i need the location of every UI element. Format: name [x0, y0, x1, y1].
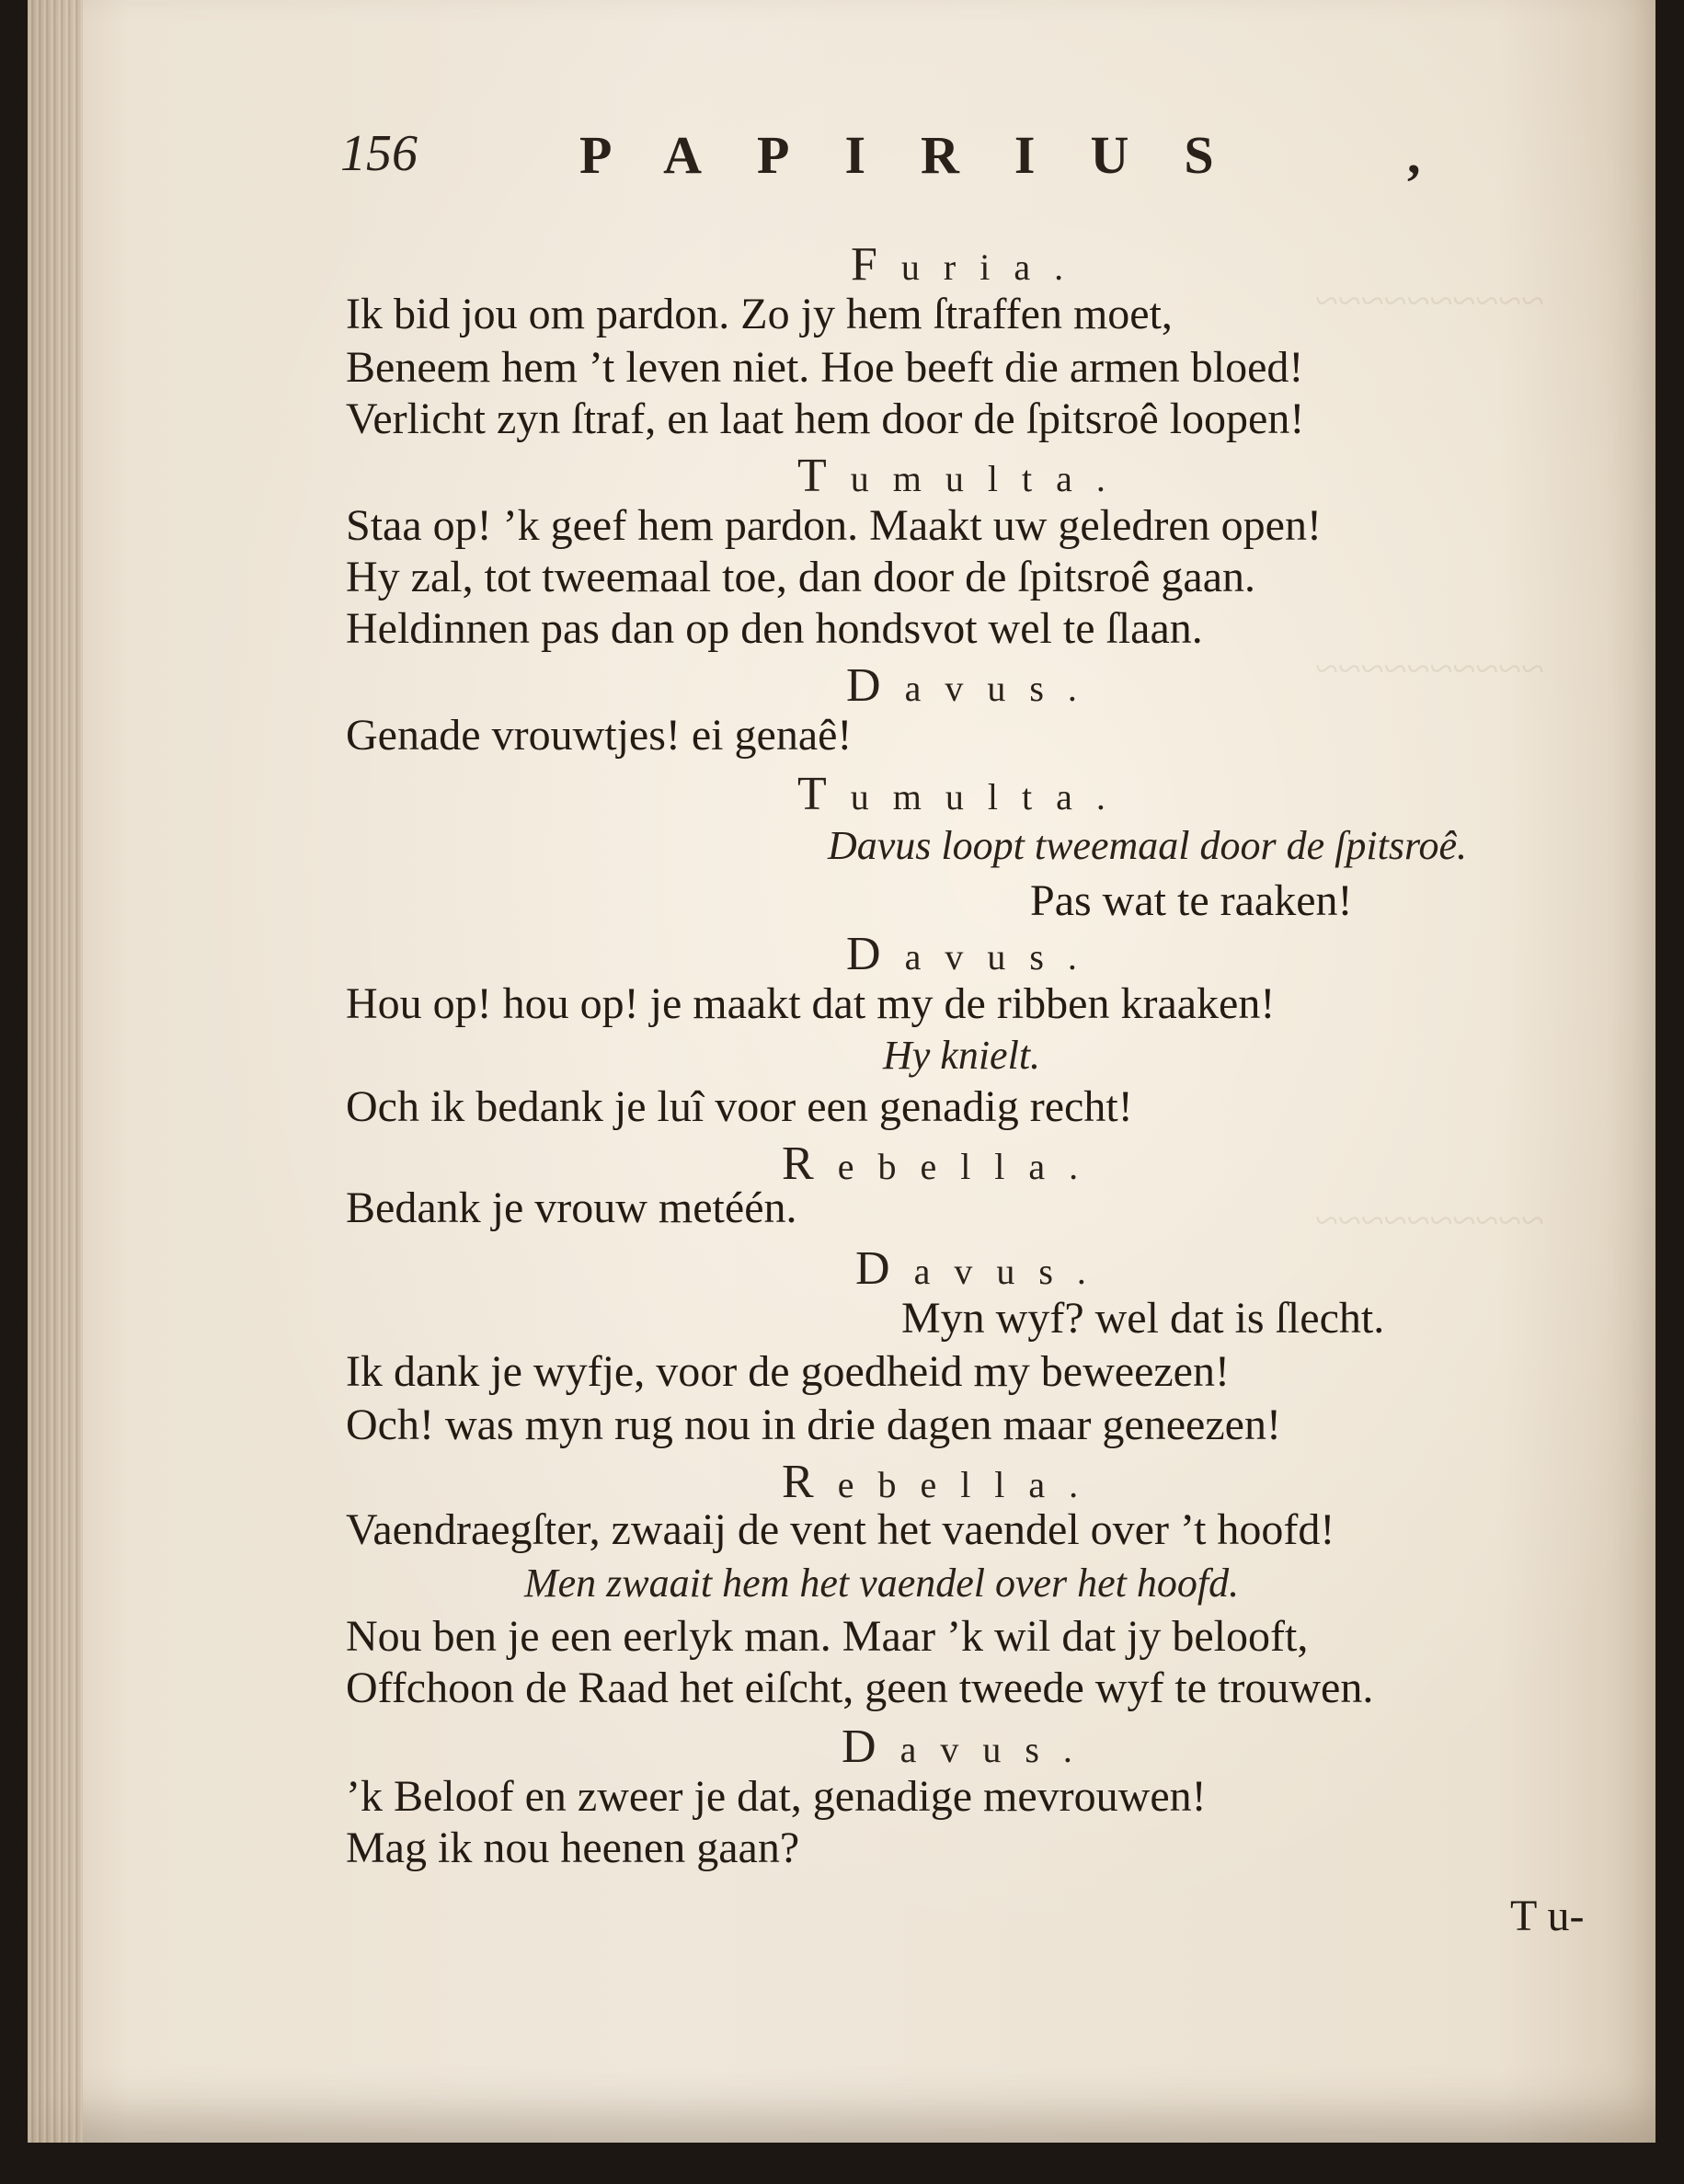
catchword: T u- — [1510, 1892, 1585, 1940]
verse-line: Genade vrouwtjes! ei genaê! — [346, 711, 853, 760]
speaker-heading: Furia. — [851, 238, 1088, 291]
scan-background-strip — [0, 2143, 1684, 2184]
verse-line: Hou op! hou op! je maakt dat my de ribben kraaken! — [346, 979, 1276, 1028]
speaker-heading: Tumulta. — [797, 450, 1129, 502]
verse-line: Verlicht zyn ſtraf, en laat hem door de ſpitsroê loopen! — [346, 394, 1305, 443]
verse-line: Pas wat te raaken! — [1030, 876, 1353, 925]
show-through-ghost: ~~~~~~~~~~ — [1315, 645, 1544, 692]
verse-line: Myn wyf? wel dat is ſlecht. — [901, 1294, 1385, 1343]
speaker-heading: Davus. — [842, 1721, 1096, 1773]
verse-line: Hy zal, tot tweemaal toe, dan door de ſpitsroê gaan. — [346, 553, 1255, 601]
verse-line: Beneem hem ’t leven niet. Hoe beeft die armen bloed! — [346, 343, 1304, 392]
running-title-punctuation: , — [1407, 125, 1421, 185]
verse-line: Nou ben je een eerlyk man. Maar ’k wil dat jy belooft, — [346, 1612, 1309, 1661]
verse-line: Ik dank je wyfje, voor de goedheid my beweezen! — [346, 1347, 1230, 1396]
book-page — [28, 0, 1655, 2143]
verse-line: Mag ik nou heenen gaan? — [346, 1824, 800, 1872]
stage-direction: Men zwaait hem het vaendel over het hoofd. — [524, 1561, 1240, 1606]
verse-line: ’k Beloof en zweer je dat, genadige mevrouwen! — [346, 1772, 1207, 1821]
speaker-heading: Rebella. — [782, 1138, 1103, 1190]
page-number: 156 — [340, 125, 418, 182]
verse-line: Ik bid jou om pardon. Zo jy hem ſtraffen moet, — [346, 290, 1173, 338]
verse-line: Och! was myn rug nou in drie dagen maar geneezen! — [346, 1401, 1281, 1449]
stage-direction: Hy knielt. — [883, 1033, 1041, 1078]
running-title: PAPIRIUS — [579, 125, 1269, 185]
verse-line: Vaendraegſter, zwaaij de vent het vaendel over ’t hoofd! — [346, 1505, 1335, 1554]
verse-line: Bedank je vrouw metéén. — [346, 1183, 797, 1232]
show-through-ghost: ~~~~~~~~~~ — [1315, 1196, 1544, 1243]
stacked-page-edges — [28, 0, 83, 2143]
speaker-heading: Davus. — [846, 928, 1101, 980]
speaker-heading: Davus. — [855, 1242, 1110, 1295]
show-through-ghost: ~~~~~~~~~~ — [1315, 277, 1544, 324]
speaker-heading: Davus. — [846, 659, 1101, 712]
stage-direction: Davus loopt tweemaal door de ſpitsroê. — [828, 823, 1467, 868]
verse-line: Heldinnen pas dan op den hondsvot wel te ſlaan. — [346, 604, 1203, 653]
speaker-heading: Tumulta. — [797, 768, 1129, 820]
verse-line: Staa op! ’k geef hem pardon. Maakt uw geledren open! — [346, 501, 1322, 550]
verse-line: Och ik bedank je luî voor een genadig recht! — [346, 1082, 1133, 1131]
speaker-heading: Rebella. — [782, 1456, 1103, 1508]
verse-line: Offchoon de Raad het eiſcht, geen tweede wyf te trouwen. — [346, 1664, 1374, 1712]
